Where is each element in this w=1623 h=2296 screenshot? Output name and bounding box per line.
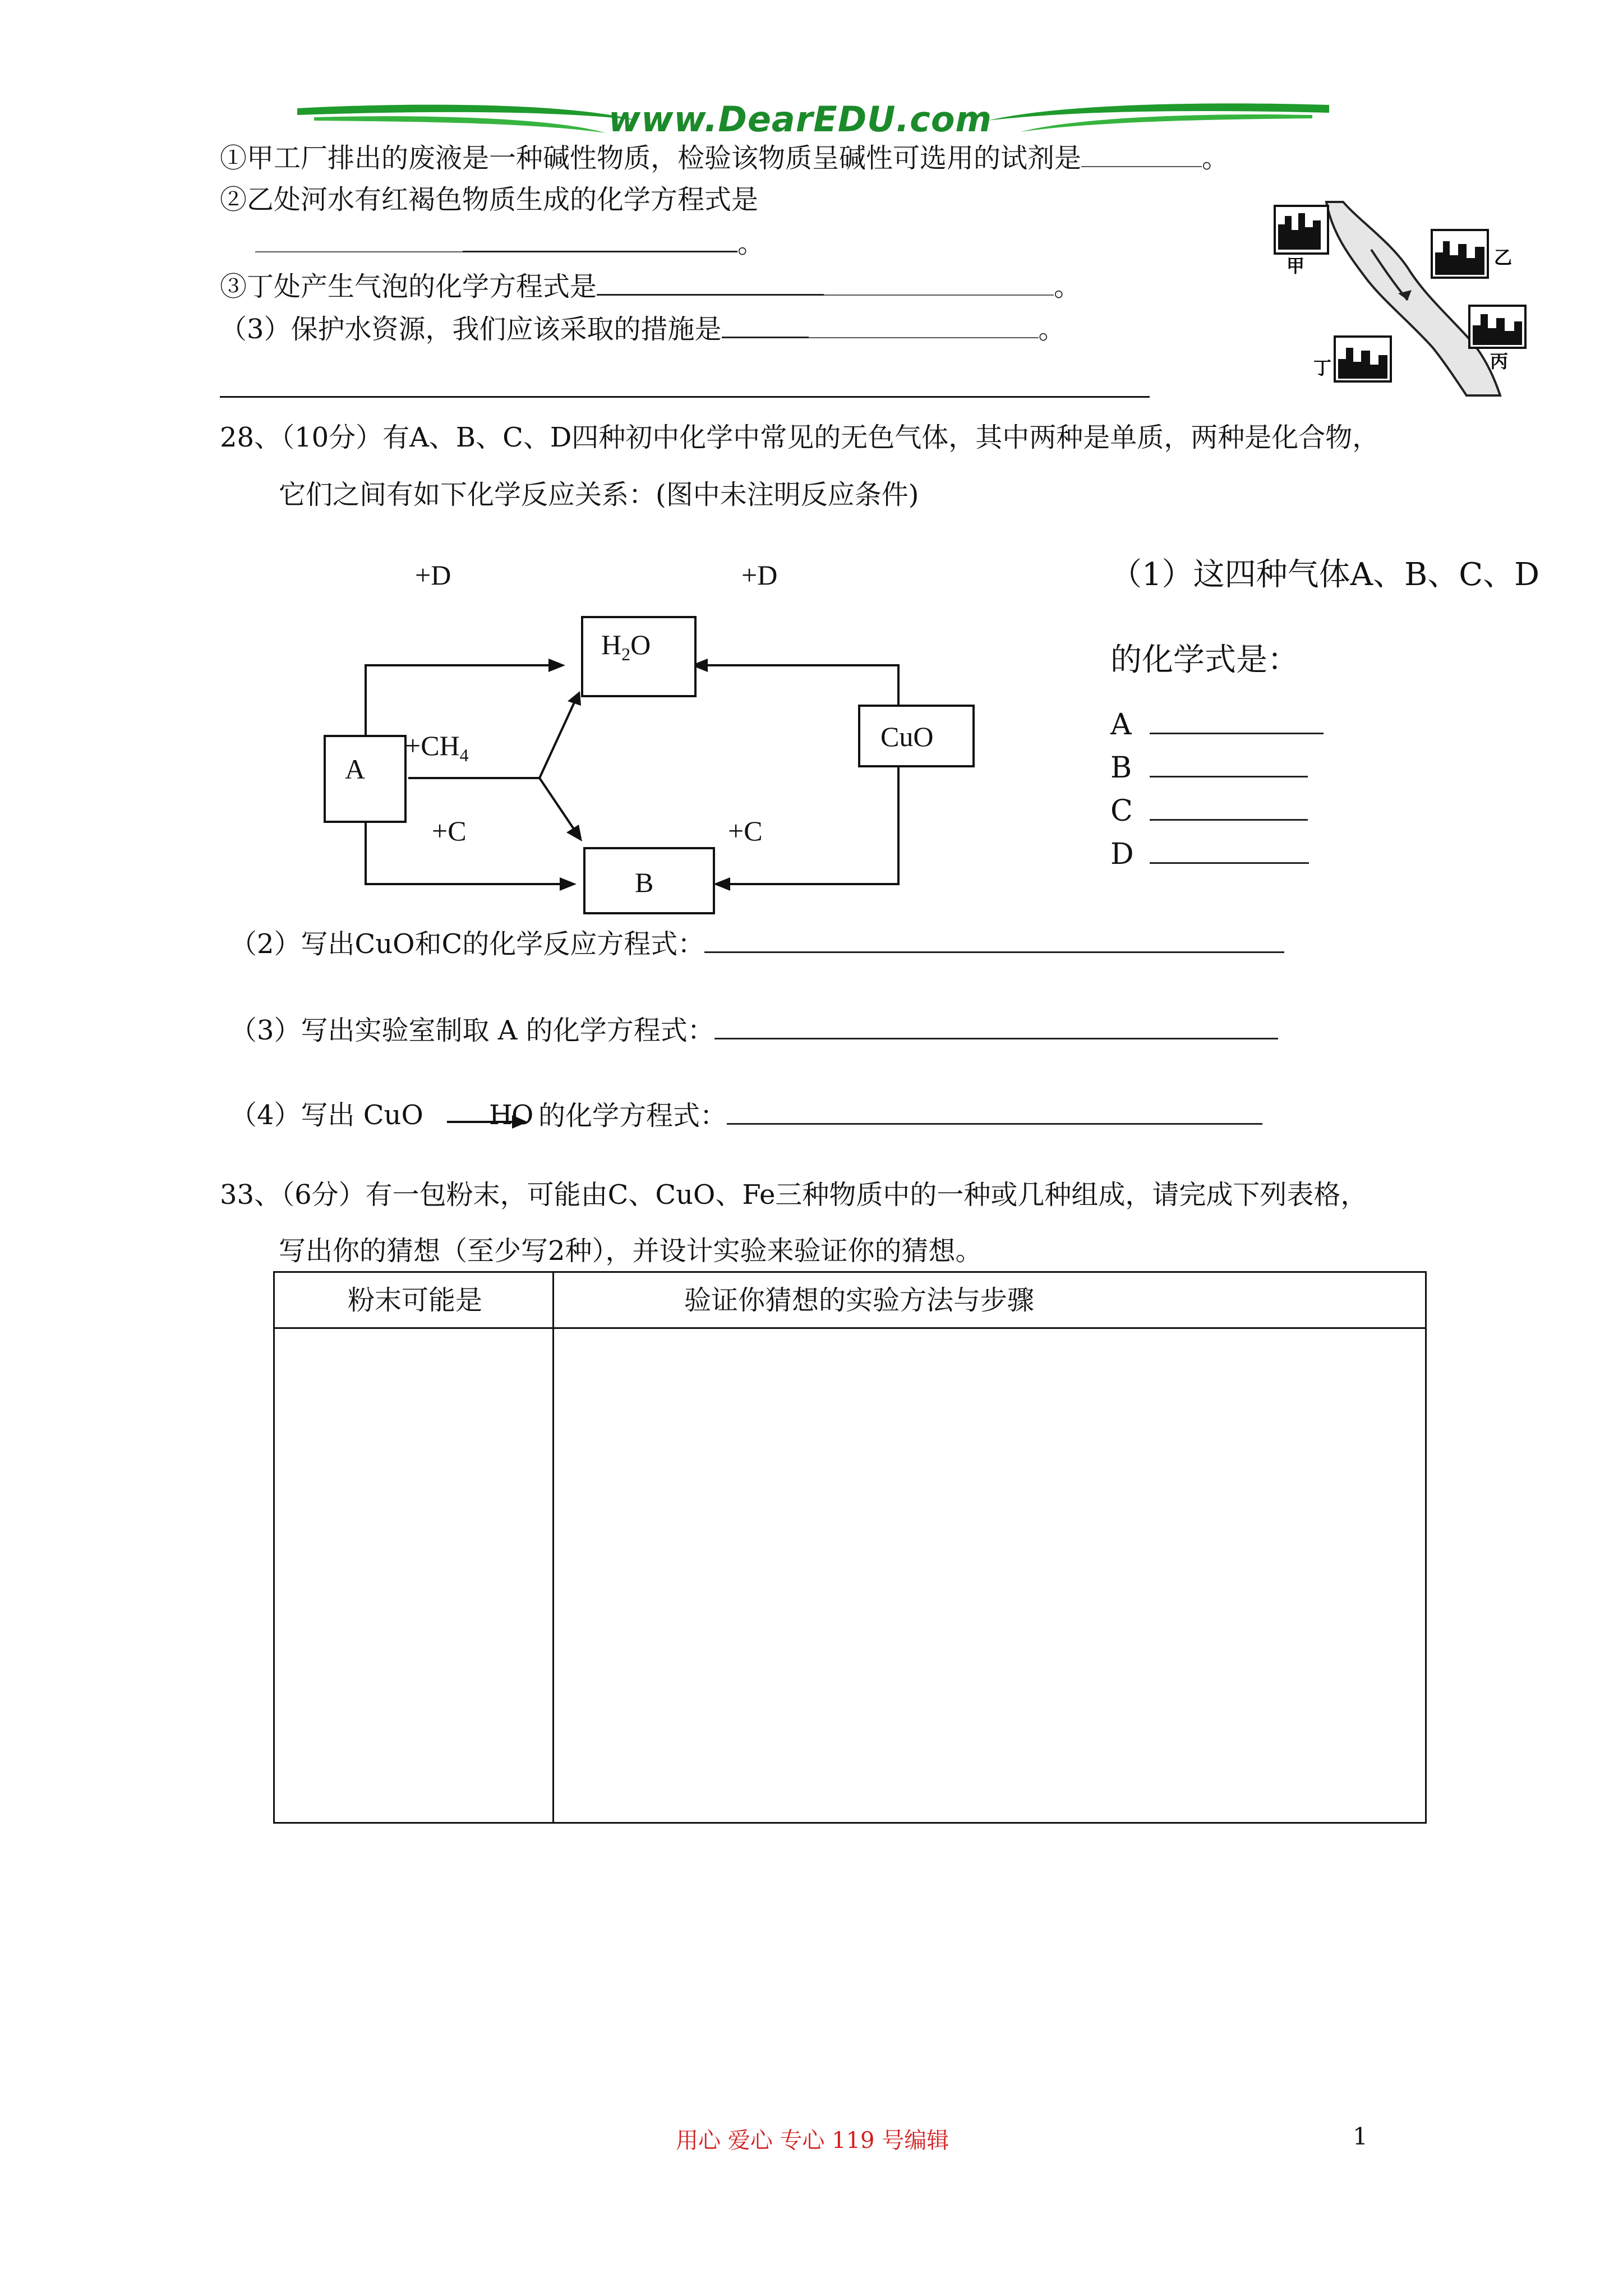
label-plus-ch4: $+CH_4$ — [405, 730, 469, 765]
banner-swoosh-right-2 — [1021, 114, 1312, 132]
table-header-row — [274, 1272, 1426, 1328]
answer-row-d — [1110, 838, 1309, 871]
q27-line3-end: 。 — [737, 228, 765, 259]
answer-label-b: B — [1110, 751, 1132, 785]
q28-sub4-h: H — [489, 1099, 513, 1131]
river-map — [1265, 199, 1545, 398]
answer-blank-b[interactable] — [1150, 751, 1308, 777]
box-a-label: A — [345, 753, 366, 785]
answer-blank-c[interactable] — [1150, 794, 1308, 821]
q27-line5-end: 。 — [1038, 314, 1066, 345]
answer-label-d: D — [1110, 838, 1134, 871]
q27-answer-line[interactable] — [220, 396, 1150, 398]
label-plus-d-right: +D — [741, 559, 778, 591]
arrow-a-to-h2o — [366, 665, 555, 735]
q28-sub1-line2: 的化学式是： — [1110, 642, 1299, 678]
q27-line1-text: ①甲工厂排出的废液是一种碱性物质，检验该物质呈碱性可选用的试剂是 — [220, 142, 1082, 174]
q33-table — [273, 1271, 1427, 1824]
answer-label-c: C — [1110, 794, 1133, 828]
banner-swoosh-left-2 — [314, 116, 606, 133]
q33-line1: 33、（6分）有一包粉末，可能由C、CuO、Fe三种物质中的一种或几种组成，请完成下列表格， — [220, 1179, 1368, 1211]
q28-sub3-text: （3）写出实验室制取 A 的化学方程式： — [230, 1015, 714, 1046]
q28-sub4-prefix: （4）写出 CuO — [230, 1099, 423, 1131]
q28-sub4-tail — [538, 1098, 1262, 1133]
label-plus-d-left: +D — [415, 559, 451, 591]
q27-blank-3b[interactable] — [824, 270, 1054, 296]
q27-line4-text: ③丁处产生气泡的化学方程式是 — [220, 271, 597, 302]
q27-blank-4a[interactable] — [722, 312, 809, 338]
q28-sub1-line1: （1）这四种气体A、B、C、D — [1110, 556, 1539, 593]
q28-sub4-o: O — [511, 1099, 534, 1131]
q28-sub4 — [230, 1098, 423, 1132]
table-cell-powder-answer[interactable] — [274, 1328, 554, 1823]
arrowhead-cuo-b — [713, 877, 730, 891]
map-label-ding: 丁 — [1313, 357, 1332, 379]
q27-blank-1[interactable] — [1081, 141, 1202, 167]
q27-blank-2b[interactable] — [463, 226, 737, 252]
q27-line5 — [220, 312, 1066, 346]
answer-blank-a[interactable] — [1150, 708, 1324, 734]
arrowhead-a-h2o — [548, 659, 565, 672]
q28-sub4-blank[interactable] — [727, 1098, 1262, 1125]
answer-blank-d[interactable] — [1150, 838, 1309, 864]
fork-to-h2o — [540, 700, 575, 778]
table-header-powder-text: 粉末可能是 — [348, 1284, 483, 1316]
q28-sub3-blank[interactable] — [714, 1013, 1278, 1039]
answer-row-a — [1110, 708, 1324, 742]
q27-line1 — [220, 141, 1229, 175]
h2o-label: $H_2O$ — [601, 629, 651, 664]
page-number: 1 — [1353, 2123, 1368, 2150]
q27-blank-2a[interactable] — [255, 227, 463, 252]
box-b-label: B — [635, 867, 654, 898]
arrowhead-fork-b — [566, 825, 582, 841]
map-label-yi: 乙 — [1493, 247, 1513, 268]
q27-line3 — [255, 226, 764, 260]
map-label-jia: 甲 — [1286, 255, 1305, 277]
table-answer-row — [274, 1328, 1426, 1823]
q27-line5-text: （3）保护水资源，我们应该采取的措施是 — [220, 314, 722, 345]
q27-line4-end: 。 — [1054, 271, 1081, 302]
answer-row-b — [1110, 751, 1308, 785]
fork-to-b — [540, 778, 575, 831]
box-cuo-label: CuO — [880, 721, 934, 752]
q33-line2: 写出你的猜想（至少写2种），并设计实验来验证你的猜想。 — [279, 1235, 983, 1267]
q28-sub2-text: （2）写出CuO和C的化学反应方程式： — [230, 928, 705, 960]
q28-sub4-suffix: 的化学方程式： — [538, 1100, 727, 1131]
q27-line2: ②乙处河水有红褐色物质生成的化学方程式是 — [220, 184, 759, 215]
q27-line4 — [220, 269, 1081, 303]
box-cuo — [858, 705, 975, 767]
answer-label-a: A — [1110, 708, 1132, 742]
table-header-method-text: 验证你猜想的实验方法与步骤 — [684, 1284, 1035, 1316]
q28-sub2-blank[interactable] — [704, 927, 1284, 953]
q27-blank-4b[interactable] — [809, 312, 1039, 338]
box-b — [583, 847, 715, 914]
footer-editor: 用心 爱心 专心 119 号编辑 — [676, 2128, 949, 2154]
q27-line1-end: 。 — [1202, 142, 1229, 174]
q28-line1: 28、（10分）有A、B、C、D四种初中化学中常见的无色气体，其中两种是单质，两种是化合物， — [220, 422, 1380, 453]
table-header-powder — [274, 1272, 554, 1328]
q28-line2: 它们之间有如下化学反应关系：(图中未注明反应条件) — [279, 479, 919, 510]
table-header-method — [554, 1272, 1426, 1328]
label-plus-c-left: +C — [432, 815, 467, 846]
q28-sub2 — [230, 927, 1284, 961]
q27-blank-3a[interactable] — [597, 269, 824, 296]
table-cell-method-answer[interactable] — [554, 1328, 1426, 1823]
box-a — [324, 735, 407, 823]
site-title: www.DearEDU.com — [608, 99, 993, 140]
label-plus-c-right: +C — [728, 815, 763, 846]
arrowhead-a-b — [560, 877, 577, 891]
q28-sub3 — [230, 1013, 1278, 1047]
map-label-bing: 丙 — [1490, 351, 1509, 372]
box-h2o — [581, 616, 697, 697]
answer-row-c — [1110, 794, 1308, 828]
